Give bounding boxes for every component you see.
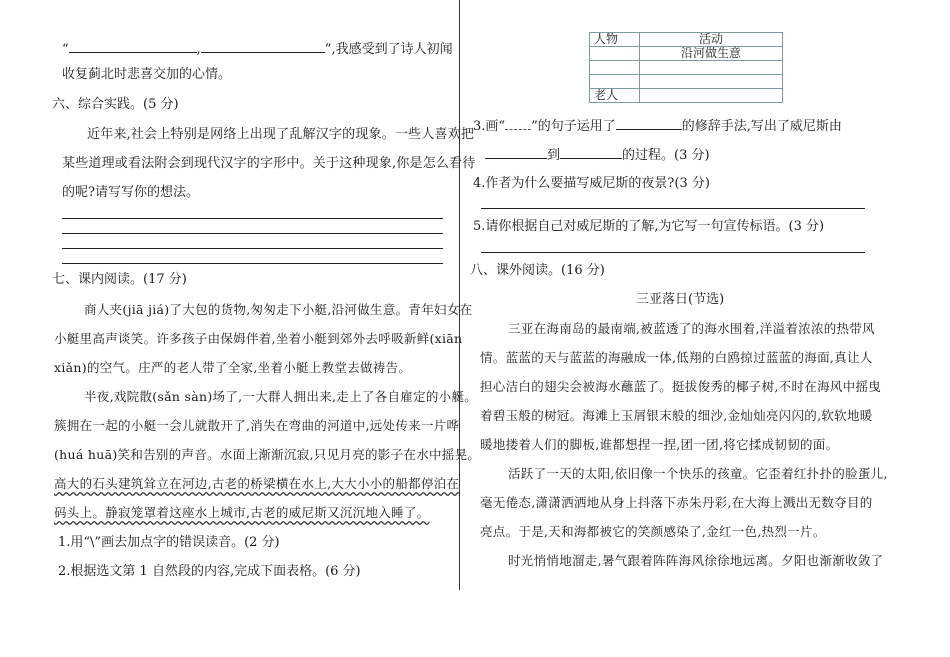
question-2: 2.根据选文第 1 自然段的内容,完成下面表格。(6 分) [58,564,361,579]
answer-blank-to[interactable] [560,146,622,159]
q3-part-c: 的修辞手法,写出了威尼斯由 [681,119,842,134]
table-row [590,61,783,75]
passage-line-8: 亮点。于是,天和海都被它的笑颜感染了,金红一色,热烈一片。 [480,524,826,539]
reading-line-3: xiǎn)的空气。庄严的老人带了全家,坐着小艇上教堂去做祷告。 [54,360,412,375]
answer-blank-from[interactable] [485,146,547,159]
passage-line-4: 着碧玉般的树冠。海滩上玉屑银末般的细沙,金灿灿亮闪闪的,软软地暖 [480,408,873,423]
table-cell-person[interactable] [590,75,640,89]
column-divider [459,0,460,590]
section-6-title: 六、综合实践。(5 分) [52,97,179,112]
table-header-activity: 活动 [640,33,783,47]
passage-line-3: 担心洁白的翅尖会被海水蘸蓝了。挺拔俊秀的椰子树,不时在海风中摇曳 [480,379,882,394]
table-cell-person[interactable] [590,47,640,61]
answer-blank-2[interactable] [201,40,325,53]
question-3-line-1 [473,117,842,135]
reading-line-6: (huá huā)笑和告别的声音。水面上渐渐沉寂,只见月亮的影子在水中摇晃。 [54,447,481,462]
table-cell-person[interactable] [590,61,640,75]
table-cell-activity[interactable] [640,75,783,89]
question-1: 1.用“\”画去加点字的错误读音。(2 分) [58,535,280,550]
section-7-title: 七、课内阅读。(17 分) [52,272,187,287]
passage-line-9: 时光悄悄地溜走,暑气跟着阵阵海风徐徐地远离。夕阳也渐渐收敛了 [508,553,884,568]
answer-blank-1[interactable] [69,40,197,53]
answer-line-3[interactable] [62,248,443,249]
question-4: 4.作者为什么要描写威尼斯的夜景?(3 分) [473,176,710,191]
activity-table [589,32,783,103]
table-cell-activity[interactable] [640,89,783,103]
table-cell-activity[interactable] [640,61,783,75]
q3-part-e: 的过程。(3 分) [622,148,710,163]
reading-line-4: 半夜,戏院散(sǎn sàn)场了,一大群人拥出来,走上了各自雇定的小艇。 [84,389,478,404]
passage-line-6: 活跃了一天的太阳,依旧像一个快乐的孩童。它歪着红扑扑的脸蛋儿, [508,466,888,481]
passage-line-2: 情。蓝蓝的天与蓝蓝的海融成一体,低翔的白鸥掠过蓝蓝的海面,真让人 [480,350,873,365]
poem-quote-line [62,40,453,58]
section-8-title: 八、课外阅读。(16 分) [470,263,605,278]
reading-line-7-underlined: 高大的石头建筑耸立在河边,古老的桥梁横在水上,大大小小的船都停泊在 [54,476,460,491]
reading-line-8-underlined: 码头上。静寂笼罩着这座水上城市,古老的威尼斯又沉沉地入睡了。 [54,505,430,520]
table-cell-activity: 沿河做生意 [640,47,783,61]
question-3-line-2 [485,146,710,164]
answer-line-1[interactable] [62,218,443,219]
quote-comma: , [196,42,201,57]
q4-answer-line[interactable] [481,208,865,209]
s6-paragraph-line-2: 某些道理或看法附会到现代汉字的字形中。关于这种现象,你是怎么看待 [62,156,476,171]
table-header-row [590,33,783,47]
quote-rest: ”,我感受到了诗人初闻 [324,42,453,57]
answer-blank-rhetoric[interactable] [616,117,682,130]
s6-paragraph-line-3: 的呢?请写写你的想法。 [62,185,199,200]
table-row [590,47,783,61]
table-row [590,89,783,103]
q3-part-d: 到 [547,148,561,163]
reading-line-5: 簇拥在一起的小艇一会儿就散开了,消失在弯曲的河道中,远处传来一片哗 [54,418,460,433]
table-header-person: 人物 [590,33,640,47]
answer-line-4[interactable] [62,263,443,264]
passage-line-5: 暖地搂着人们的脚板,谁都想捏一捏,团一团,将它揉成韧韧的面。 [480,437,839,452]
table-cell-person: 老人 [590,89,640,103]
q5-answer-line[interactable] [481,252,865,253]
wavy-line-marker [505,117,531,130]
passage-line-1: 三亚在海南岛的最南端,被蓝透了的海水围着,洋溢着浓浓的热带风 [508,321,875,336]
quote-open: “ [62,42,69,57]
table-row [590,75,783,89]
passage-title: 三亚落日(节选) [636,292,725,307]
answer-line-2[interactable] [62,233,443,234]
reading-line-1: 商人夹(jiā jiá)了大包的货物,匆匆走下小艇,沿河做生意。青年妇女在 [84,302,473,317]
q3-part-b: ”的句子运用了 [531,119,616,134]
passage-line-7: 毫无倦态,潇潇洒洒地从身上抖落下赤朱丹彩,在大海上溅出无数夺目的 [480,495,873,510]
q3-part-a: 3.画“ [473,119,506,134]
reading-line-2: 小艇里高声谈笑。许多孩子由保姆伴着,坐着小艇到郊外去呼吸新鲜(xiān [54,331,463,346]
quote-line-2: 收复蓟北时悲喜交加的心情。 [62,67,232,82]
s6-paragraph-line-1: 近年来,社会上特别是网络上出现了乱解汉字的现象。一些人喜欢把 [87,127,475,142]
question-5: 5.请你根据自己对威尼斯的了解,为它写一句宣传标语。(3 分) [473,219,825,234]
